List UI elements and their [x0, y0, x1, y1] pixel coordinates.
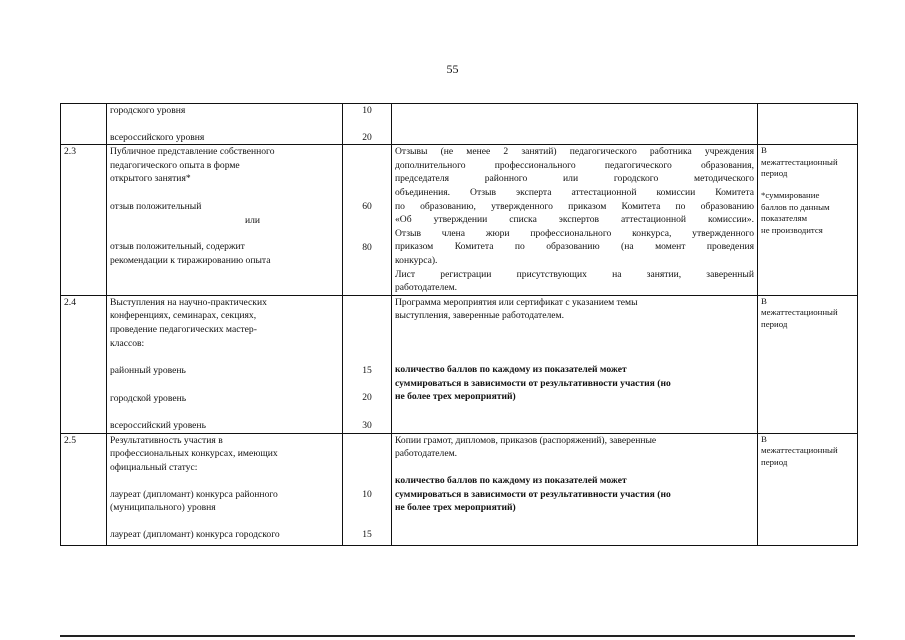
criteria-line: отзыв положительный, содержит: [110, 241, 245, 253]
criteria-line: конференциях, семинарах, секциях,: [110, 310, 257, 322]
documents-line: дополнительного профессионального педагогического образования,: [395, 159, 754, 171]
row-number-cell: [61, 104, 107, 145]
table-row: [61, 433, 858, 545]
points-value: 30: [362, 419, 372, 431]
period-line: межаттестационный: [761, 156, 838, 167]
documents-line: суммироваться в зависимости от результативности участия (но: [395, 488, 671, 500]
points-value: 15: [362, 529, 372, 541]
criteria-cell: [107, 104, 343, 145]
documents-line: объединения. Отзыв эксперта аттестационной комиссии Комитета: [395, 186, 754, 198]
period-line: межаттестационный: [761, 445, 838, 456]
points-value: 10: [362, 488, 372, 500]
criteria-line: лауреат (дипломант) конкурса городского: [110, 528, 280, 540]
documents-line: председателя районного или городского методического: [395, 173, 754, 185]
criteria-line: Публичное представление собственного: [110, 146, 275, 158]
period-line: период: [761, 318, 788, 329]
criteria-line: лауреат (дипломант) конкурса районного: [110, 488, 278, 500]
documents-line: количество баллов по каждому из показателей может: [395, 363, 627, 375]
documents-line: не более трех мероприятий): [395, 391, 516, 403]
documents-line: Лист регистрации присутствующих на занятии, заверенный: [395, 268, 754, 280]
criteria-line: (муниципального) уровня: [110, 502, 216, 514]
points-value: 60: [362, 201, 372, 213]
row-number-cell: 2.5: [61, 433, 107, 545]
criteria-cell: [107, 433, 343, 545]
criteria-line: Выступления на научно-практических: [110, 296, 267, 308]
period-cell: [758, 433, 858, 545]
points-value: 20: [362, 131, 372, 143]
documents-line: по образованию, утвержденного приказом Комитета по образованию: [395, 200, 754, 212]
table-row: [61, 145, 858, 296]
criteria-line: рекомендации к тиражированию опыта: [110, 254, 271, 266]
table-row: [61, 295, 858, 433]
points-cell: [343, 145, 392, 296]
criteria-cell: [107, 145, 343, 296]
period-line: В: [761, 145, 767, 156]
criteria-line: официальный статус:: [110, 462, 198, 474]
points-value: 15: [362, 364, 372, 376]
period-line: показателям: [761, 213, 808, 224]
documents-line: Программа мероприятия или сертификат с указанием темы: [395, 296, 638, 308]
criteria-line: городской уровень: [110, 392, 187, 404]
documents-line: работодателем.: [395, 448, 458, 460]
criteria-line: проведение педагогических мастер-: [110, 323, 257, 335]
row-number-cell: 2.3: [61, 145, 107, 296]
points-cell: [343, 433, 392, 545]
period-line: не производится: [761, 224, 823, 235]
page-number: 55: [446, 62, 459, 76]
documents-line: Отзыв члена жюри профессионального конкурса, утвержденного: [395, 227, 754, 239]
period-line: межаттестационный: [761, 307, 838, 318]
documents-line: работодателем.: [395, 282, 458, 294]
period-line: период: [761, 168, 788, 179]
documents-cell: [392, 295, 758, 433]
row-number-cell: 2.4: [61, 295, 107, 433]
period-line: В: [761, 295, 767, 306]
criteria-line: педагогического опыта в форме: [110, 159, 240, 171]
period-line: период: [761, 457, 788, 468]
documents-line: Отзывы (не менее 2 занятий) педагогического работника учреждения: [395, 146, 754, 158]
criteria-cell: [107, 295, 343, 433]
points-cell: [343, 295, 392, 433]
period-cell: [758, 295, 858, 433]
criteria-line: городского уровня: [110, 105, 186, 116]
points-value: 80: [362, 241, 372, 253]
criteria-line: или: [245, 214, 261, 226]
criteria-line: районный уровень: [110, 365, 186, 377]
criteria-table: [60, 103, 858, 546]
points-value: 10: [362, 105, 372, 116]
criteria-line: Результативность участия в: [110, 434, 223, 446]
criteria-line: всероссийский уровень: [110, 420, 206, 432]
period-line: баллов по данным: [761, 201, 830, 212]
documents-cell: [392, 104, 758, 145]
documents-line: количество баллов по каждому из показателей может: [395, 475, 627, 487]
criteria-line: открытого занятия*: [110, 173, 191, 185]
documents-cell: [392, 433, 758, 545]
criteria-line: отзыв положительный: [110, 200, 202, 212]
points-cell: [343, 104, 392, 145]
documents-line: Копии грамот, дипломов, приказов (распоряжений), заверенные: [395, 434, 657, 446]
bottom-border-line: [60, 635, 855, 637]
criteria-line: всероссийского уровня: [110, 131, 205, 143]
criteria-line: профессиональных конкурсах, имеющих: [110, 448, 278, 460]
period-cell: [758, 145, 858, 296]
documents-cell: [392, 145, 758, 296]
points-value: 20: [362, 392, 372, 404]
documents-line: «Об утверждении списка экспертов аттестационной комиссии».: [395, 214, 754, 226]
documents-line: конкурса).: [395, 254, 438, 266]
period-cell: [758, 104, 858, 145]
documents-line: суммироваться в зависимости от результативности участия (но: [395, 377, 671, 389]
documents-line: приказом Комитета по образованию (на момент проведения: [395, 241, 754, 253]
period-line: В: [761, 433, 767, 444]
period-line: *суммирование: [761, 189, 820, 200]
criteria-line: классов:: [110, 337, 145, 349]
table-row: [61, 104, 858, 145]
documents-line: выступления, заверенные работодателем.: [395, 310, 565, 322]
documents-line: не более трех мероприятий): [395, 502, 516, 514]
